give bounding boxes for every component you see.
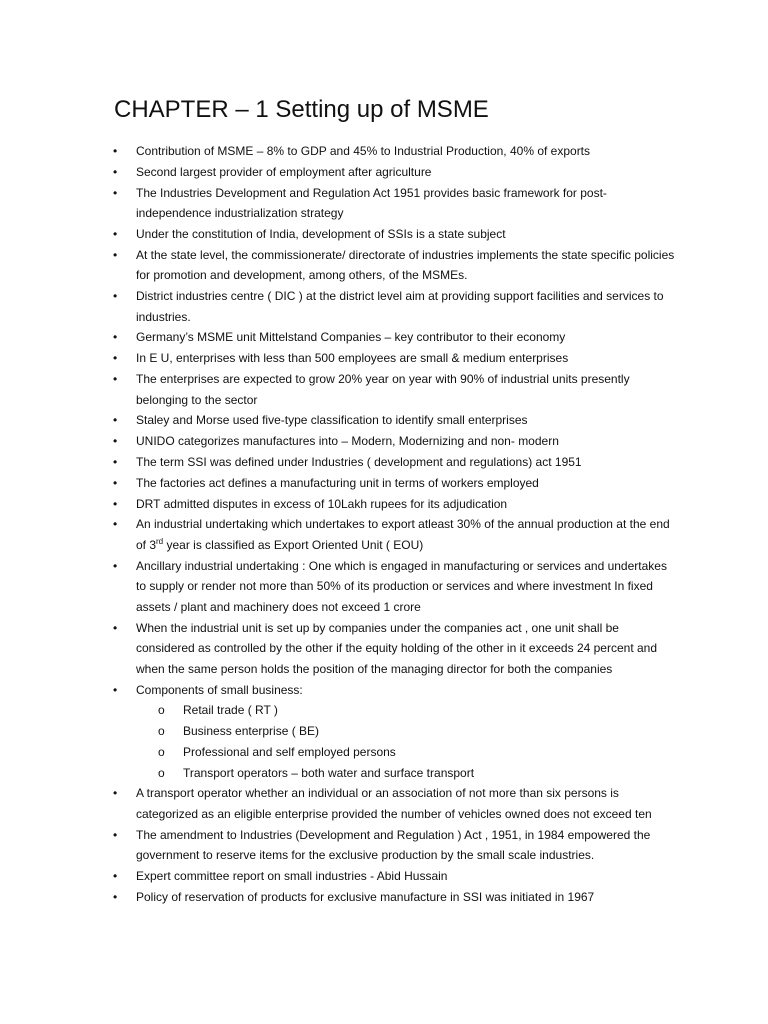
list-item: • The term SSI was defined under Industries ( development and regulations) act 1951 <box>0 452 768 473</box>
list-item: • The Industries Development and Regulation Act 1951 provides basic framework for post-independence industrialization strategy <box>0 183 768 224</box>
list-item: • DRT admitted disputes in excess of 10Lakh rupees for its adjudication <box>0 494 768 515</box>
list-item: • The factories act defines a manufacturing unit in terms of workers employed <box>0 473 768 494</box>
list-item: • UNIDO categorizes manufactures into – Modern, Modernizing and non- modern <box>0 431 768 452</box>
list-item: • Expert committee report on small industries - Abid Hussain <box>0 866 768 887</box>
sub-list-item: o Transport operators – both water and surface transport <box>136 763 680 784</box>
list-item: • Under the constitution of India, development of SSIs is a state subject <box>0 224 768 245</box>
list-item: • Staley and Morse used five-type classification to identify small enterprises <box>0 410 768 431</box>
list-item: • A transport operator whether an individual or an association of not more than six persons is categorized as an eligible enterprise provided the number of vehicles owned does not exceed ten <box>0 783 768 824</box>
list-item-components <box>0 680 768 784</box>
sub-list-item: o Retail trade ( RT ) <box>136 700 680 721</box>
list-item: • District industries centre ( DIC ) at the district level aim at providing support facilities and services to industries. <box>0 286 768 327</box>
list-item: • At the state level, the commissionerate/ directorate of industries implements the state specific policies for promotion and development, among others, of the MSMEs. <box>0 245 768 286</box>
components-sublist <box>136 700 680 783</box>
sub-list-item: o Professional and self employed persons <box>136 742 680 763</box>
list-item: • Second largest provider of employment after agriculture <box>0 162 768 183</box>
list-item: • In E U, enterprises with less than 500 employees are small & medium enterprises <box>0 348 768 369</box>
list-item: • When the industrial unit is set up by companies under the companies act , one unit shall be considered as controlled by the other if the equity holding of the other in it exceeds 24 percent and when the same person holds the position of the managing director for both the companies <box>0 618 768 680</box>
list-item: • Ancillary industrial undertaking : One which is engaged in manufacturing or services and undertakes to supply or render not more than 50% of its production or services and where investment In fixed assets / plant and machinery does not exceed 1 crore <box>0 556 768 618</box>
list-item-eou <box>0 514 768 555</box>
ordinal-superscript: rd <box>156 536 164 546</box>
eou-text-start: An industrial undertaking which undertakes to export atleast 30% of the annual production at the end of 3 <box>136 517 670 552</box>
list-item: • Contribution of MSME – 8% to GDP and 45% to Industrial Production, 40% of exports <box>0 141 768 162</box>
list-item: • The enterprises are expected to grow 20% year on year with 90% of industrial units presently belonging to the sector <box>0 369 768 410</box>
chapter-title: CHAPTER – 1 Setting up of MSME <box>114 96 489 123</box>
list-item: • Policy of reservation of products for exclusive manufacture in SSI was initiated in 1967 <box>0 887 768 908</box>
sub-list-item: o Business enterprise ( BE) <box>136 721 680 742</box>
list-item: • Germany’s MSME unit Mittelstand Companies – key contributor to their economy <box>0 327 768 348</box>
list-item: • The amendment to Industries (Development and Regulation ) Act , 1951, in 1984 empowered the government to reserve items for the exclusive production by the small scale industries. <box>0 825 768 866</box>
eou-text-end: year is classified as Export Oriented Unit ( EOU) <box>163 537 424 552</box>
components-label: Components of small business: <box>136 682 303 697</box>
bullet-list <box>0 141 768 908</box>
